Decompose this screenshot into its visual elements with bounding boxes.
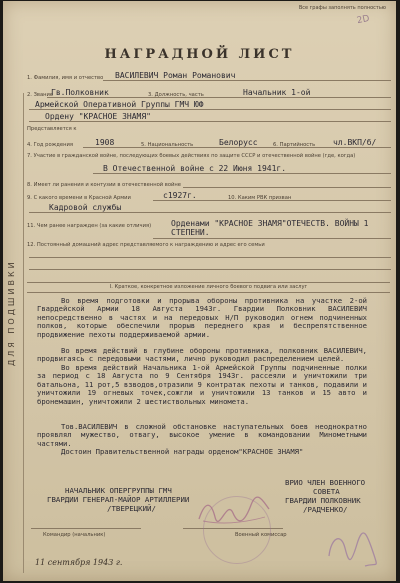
field-12-label: 12. Постоянный домашний адрес представляемого к награждению и адрес его семьи <box>27 242 265 248</box>
field-6-label: 6. Партийность <box>273 142 316 148</box>
page-title: НАГРАДНОЙ ЛИСТ <box>104 47 295 62</box>
sign-date: 11 сентября 1943 г. <box>35 558 123 567</box>
body-paragraph-3: Во время действий Начальника 1-ой Армейской Группы подчиненные полки за период с 18 Августа по 9 Сентября 1943г. рассеяли и уничтожили три батальона, 11 рот,5 взводов,отразили 9 контратак пехоты и танков, подавили и уничтожили 19 огневых точек,сожгли и уничтожили 13 танков и 15 авто и бронемашин, уничтожили 2 шестиствольных миномета. <box>37 363 367 406</box>
field-4-label: 4. Год рождения <box>27 142 73 148</box>
field-5-value: Белорусс <box>219 138 258 147</box>
presented-label: Представляется к <box>27 126 77 132</box>
top-note: Все графы заполнять полностью <box>298 5 386 11</box>
field-11-value: Орденами "КРАСНОЕ ЗНАМЯ"ОТЕЧЕСТВ. ВОЙНЫ 1 СТЕПЕНИ. <box>171 219 369 237</box>
field-3-label: 3. Должность, часть <box>148 92 204 98</box>
left-signer-line-1: НАЧАЛЬНИК ОПЕРГРУППЫ ГМЧ <box>65 486 172 495</box>
field-2-label: 2. Звание <box>27 92 54 98</box>
corner-mark: 2D <box>356 13 371 27</box>
right-signer-line-2: СОВЕТА <box>313 487 340 496</box>
field-2-value: Гв.Полковник <box>51 88 109 97</box>
field-11-label: 11. Чем ранее награжден (за какие отличия) <box>27 223 152 229</box>
field-10-value: Кадровой службы <box>49 203 122 212</box>
left-signer-line-3: /ТВЕРЕЦКИЙ/ <box>107 504 156 513</box>
field-8-label: 8. Имеет ли ранения и контузии в отечественной войне <box>27 182 181 188</box>
field-4-value: 1908 <box>95 138 115 147</box>
left-border <box>23 93 24 573</box>
field-1-value: ВАСИЛЕВИЧ Роман Романович <box>115 71 236 80</box>
field-1-label: 1. Фамилия, имя и отчество <box>27 75 104 81</box>
field-7-label: 7. Участие в гражданской войне, последующих боевых действиях по защите СССР и отечественной войне (где, когда) <box>27 153 356 159</box>
body-paragraph-5: Достоин Правительственной награды орденом"КРАСНОЕ ЗНАМЯ" <box>61 447 304 456</box>
commander-label: Командир (начальник) <box>43 532 106 538</box>
body-paragraph-2: Во время действий в глубине обороны противника, полковник ВАСИЛЕВИЧ, продвигаясь с передовыми частями, лично руководил распределением целей. <box>37 346 367 364</box>
right-handwritten-signature <box>321 526 381 571</box>
field-3-cont: Армейской Оперативной Группы ГМЧ ЮФ <box>35 100 204 109</box>
right-signer-line-1: ВРИО ЧЛЕН ВОЕННОГО <box>285 478 366 487</box>
side-label: ДЛЯ ПОДШИВКИ <box>7 259 16 366</box>
field-7-value: В Отечественной войне с 22 Июня 1941г. <box>103 164 287 173</box>
field-9-value: с1927г. <box>163 191 197 200</box>
field-3-value: Начальник 1-ой <box>243 88 311 97</box>
award-sheet <box>3 1 396 581</box>
field-6-value: чл.ВКП/б/ <box>333 138 377 147</box>
right-signer-line-3: ГВАРДИИ ПОЛКОВНИК <box>285 496 361 505</box>
section-header: I. Краткое, конкретное изложение личного боевого подвига или заслуг <box>27 282 390 293</box>
left-handwritten-signature <box>193 491 273 531</box>
field-9-label: 9. С какого времени в Красной Армии <box>27 195 131 201</box>
body-paragraph-1: Во время подготовки и прорыва обороны противника на участке 2-ой Гвардейской Армии 18 Августа 1943г. Гвардии Полковник ВАСИЛЕВИЧ непосредственно в частях и на передовых Н/П руководил огнем подчиненных полков, которые обеспечили прорыв переднего края и беспрепятственное продвижение пехоты поддерживаемой армии. <box>37 296 367 339</box>
field-5-label: 5. Национальность <box>141 142 194 148</box>
field-10-label: 10. Каким РВК призван <box>228 195 292 201</box>
military-council-label: Военный комиссар <box>235 532 287 538</box>
left-signer-line-2: ГВАРДИИ ГЕНЕРАЛ-МАЙОР АРТИЛЛЕРИИ <box>47 495 190 504</box>
right-signer-line-4: /РАДЧЕНКО/ <box>303 505 348 514</box>
body-paragraph-4: Тов.ВАСИЛЕВИЧ в сложной обстановке наступательных боев неоднократно проявлял мужество, отвагу, высокое умение в командовании Минометными частями. <box>37 422 367 448</box>
field-3-cont2: Ордену "КРАСНОЕ ЗНАМЯ" <box>45 112 151 121</box>
